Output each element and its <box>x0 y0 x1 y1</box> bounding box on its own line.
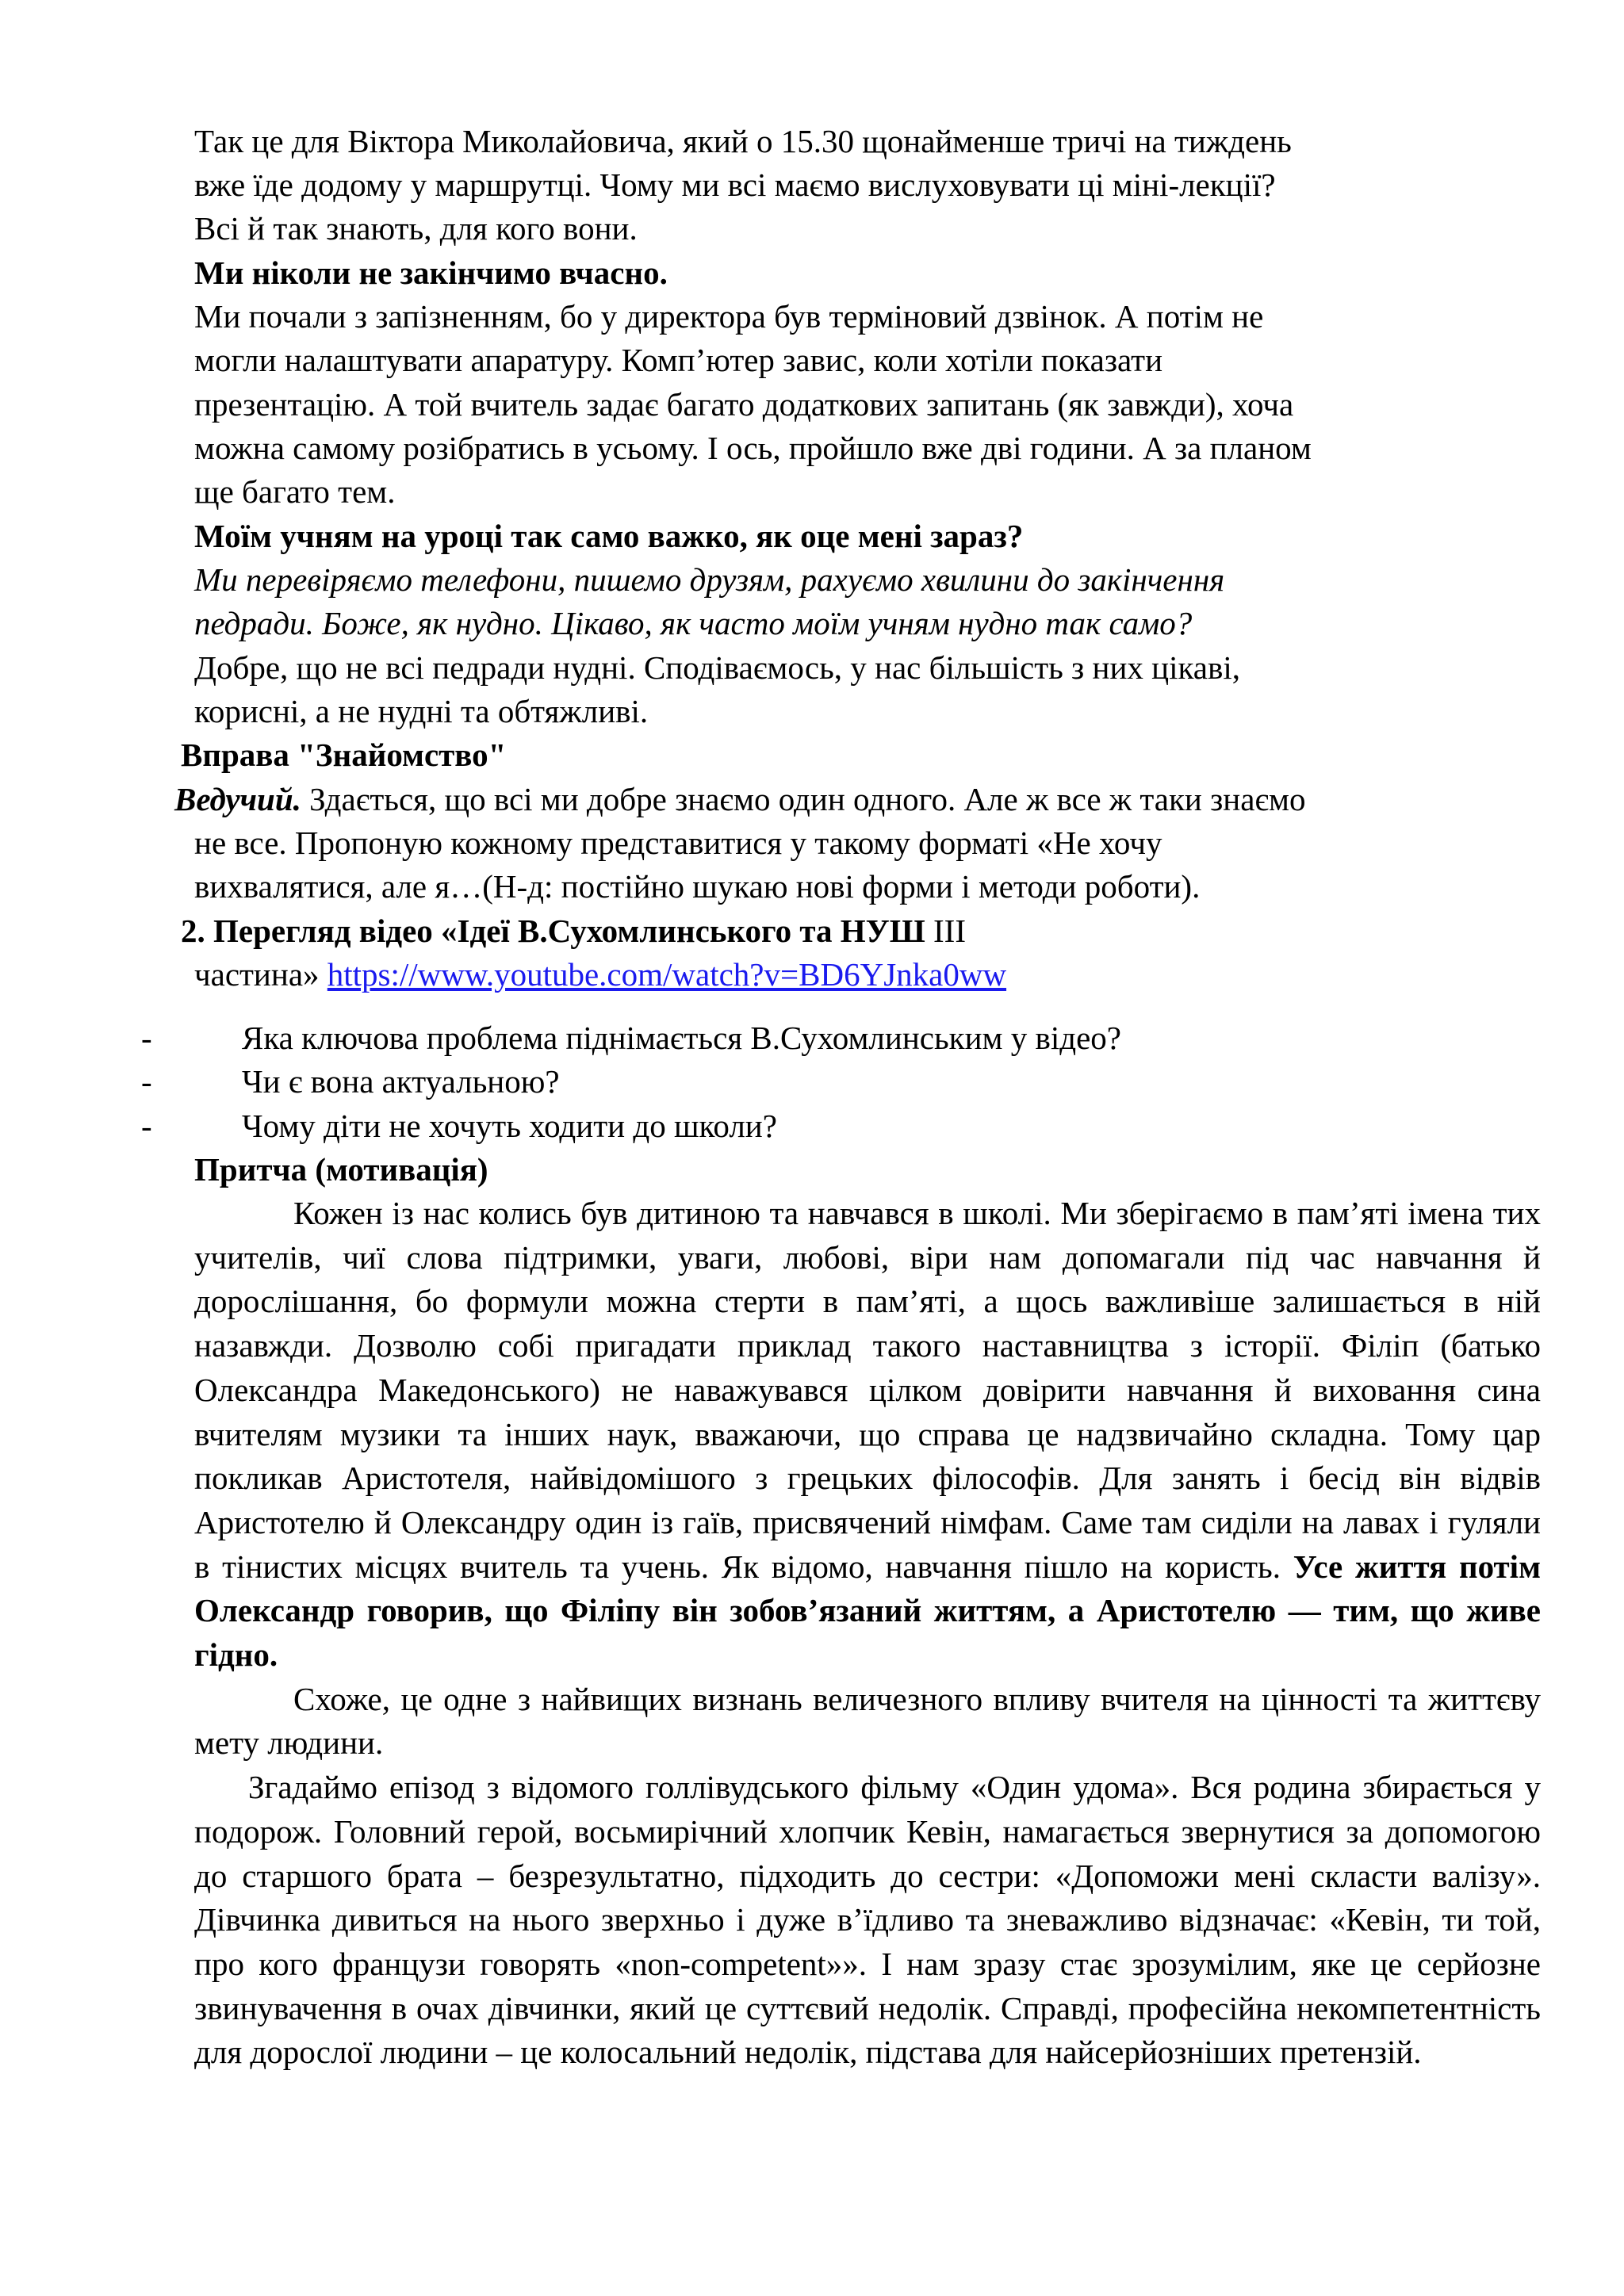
host-label: Ведучий. <box>174 781 301 817</box>
question-dash-3: - <box>141 1108 152 1144</box>
video-line-2 <box>194 954 1006 995</box>
question-dash-2: - <box>141 1063 152 1100</box>
intro-line-1: Так це для Віктора Миколайовича, який о 15.30 щонайменше тричі на тиждень <box>194 123 1292 159</box>
late-line-3: презентацію. А той вчитель задає багато додаткових запитань (як завжди), хоча <box>194 386 1294 423</box>
parable-body <box>194 1192 1541 2075</box>
host-line-2: не все. Пропоную кожному представитися у такому форматі «Не хочу <box>194 825 1162 861</box>
heading-late: Ми ніколи не закінчимо вчасно. <box>194 254 668 291</box>
students-plain-line-2: корисні, а не нудні та обтяжливі. <box>194 693 649 729</box>
late-line-5: ще багато тем. <box>194 473 396 510</box>
host-line-1 <box>174 779 1305 820</box>
video-part: ІІІ <box>925 913 966 949</box>
host-line-3: вихвалятися, але я…(Н-д: постійно шукаю нові форми і методи роботи). <box>194 868 1201 905</box>
question-dash-1: - <box>141 1020 152 1056</box>
question-2: Чи є вона актуальною? <box>242 1063 560 1100</box>
intro-line-3: Всі й так знають, для кого вони. <box>194 210 638 247</box>
students-italic-line-2: педради. Боже, як нудно. Цікаво, як часто моїм учням нудно так само? <box>194 605 1193 641</box>
video-part-label: частина» <box>194 956 327 993</box>
parable-paragraph-1-bold: Усе життя потім Олександр говорив, що Філіпу він зобов’язаний життям, а Аристотелю — тим, що живе гідно. <box>194 1548 1542 1674</box>
late-line-1: Ми почали з запізненням, бо у директора був терміновий дзвінок. А потім не <box>194 298 1264 335</box>
students-italic-line-1: Ми перевіряємо телефони, пишемо друзям, рахуємо хвилини до закінчення <box>194 561 1225 598</box>
parable-paragraph-1-text: Кожен із нас колись був дитиною та навчався в школі. Ми зберігаємо в пам’яті імена тих учителів, чиї слова підтримки, уваги, любові, віри нам допомагали під час навчання й дорослішання, бо формули можна стерти в пам’яті, а щось важливіше залишається в ній назавжди. Дозволю собі пригадати приклад такого наставництва з історії. Філіп (батько Олександра Македонського) не наважувався цілком довірити навчання й виховання сина вчителям музики та інших наук, вважаючи, що справа це надзвичайно складна. Тому цар покликав Аристотеля, найвідомішого з грецьких філософів. Для занять і бесід він відвів Аристотелю й Олександру один із гаїв, присвячений німфам. Саме там сиділи на лавах і гуляли в тінистих місцях вчитель та учень. Як відомо, навчання пішло на користь. <box>194 1195 1541 1585</box>
video-title: 2. Перегляд відео «Ідеї В.Сухомлинського та НУШ <box>181 913 925 949</box>
late-line-4: можна самому розібратись в усьому. І ось, пройшло вже дві години. А за планом <box>194 430 1312 466</box>
parable-paragraph-3: Згадаймо епізод з відомого голлівудського фільму «Один удома». Вся родина збирається у подорож. Головний герой, восьмирічний хлопчик Кевін, намагається звернутися за допомогою до старшого брата – безрезультатно, підходить до сестри: «Допоможи мені скласти валізу». Дівчинка дивиться на нього зверхньо і дуже в’їдливо та зневажливо відзначає: «Кевін, ти той, про кого французи говорять «non-competent»». І нам зразу стає зрозумілим, яке це серйозне звинувачення в очах дівчинки, який це суттєвий недолік. Справді, професійна некомпетентність для дорослої людини – це колосальний недолік, підстава для найсерйозніших претензій. <box>194 1769 1541 2071</box>
heading-students: Моїм учням на уроці так само важко, як оце мені зараз? <box>194 518 1024 554</box>
question-1: Яка ключова проблема піднімається В.Сухомлинським у відео? <box>242 1020 1121 1056</box>
parable-paragraph-1 <box>194 1192 1541 1678</box>
host-text-1: Здається, що всі ми добре знаємо один одного. Але ж все ж таки знаємо <box>301 781 1306 817</box>
intro-line-2: вже їде додому у маршрутці. Чому ми всі маємо вислуховувати ці міні-лекції? <box>194 166 1276 203</box>
exercise-heading: Вправа "Знайомство" <box>181 737 507 773</box>
video-link[interactable]: https://www.youtube.com/watch?v=BD6YJnka0ww <box>327 956 1007 993</box>
late-line-2: могли налаштувати апаратуру. Комп’ютер завис, коли хотіли показати <box>194 342 1163 378</box>
video-line-1 <box>181 910 966 951</box>
students-plain-line-1: Добре, що не всі педради нудні. Сподіваємось, у нас більшість з них цікаві, <box>194 649 1240 686</box>
parable-heading: Притча (мотивація) <box>194 1151 488 1188</box>
question-3: Чому діти не хочуть ходити до школи? <box>242 1108 777 1144</box>
parable-paragraph-2: Схоже, це одне з найвищих визнань величезного впливу вчителя на цінності та життєву мету людини. <box>194 1680 1541 1762</box>
